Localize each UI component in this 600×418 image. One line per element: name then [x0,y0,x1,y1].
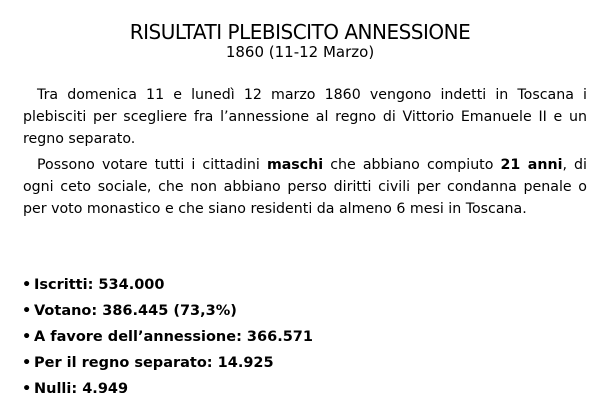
stat-null-text: Nulli: 4.949 [34,381,129,397]
paragraph-voters-bold-males: maschi [266,157,324,173]
stat-registered [22,272,313,298]
stat-in-favor [22,324,313,350]
paragraph-voters [23,154,587,220]
stat-voters [22,298,313,324]
bullet-icon: • [22,329,32,345]
bullet-icon: • [22,355,32,371]
page-title: RISULTATI PLEBISCITO ANNESSIONE [129,20,471,44]
paragraph-voters-text-1: Possono votare tutti i cittadini [37,157,267,173]
paragraph-voters-text-2: che abbiano compiuto [323,157,501,173]
paragraph-voters-bold-age: 21 anni [500,157,563,173]
stats-list [22,272,313,402]
stat-voters-text: Votano: 386.445 (73,3%) [34,303,237,319]
stat-null [22,376,313,402]
bullet-icon: • [22,277,32,293]
stat-separate-kingdom-text: Per il regno separato: 14.925 [34,355,274,371]
bullet-icon: • [22,303,32,319]
stat-in-favor-text: A favore dell’annessione: 366.571 [34,329,313,345]
page-subtitle: 1860 (11-12 Marzo) [225,43,375,61]
stat-separate-kingdom [22,350,313,376]
paragraph-voters-text-3: , di ogni ceto sociale, che non abbiano perso diritti civili per condanna penale o per voto monastico e che siano residenti da almeno 6 mesi in Toscana. [23,157,587,217]
paragraph-intro: Tra domenica 11 e lunedì 12 marzo 1860 vengono indetti in Toscana i plebisciti per scegliere fra l’annessione al regno di Vittorio Emanuele II e un regno separato. [23,87,587,147]
bullet-icon: • [22,381,32,397]
stat-registered-text: Iscritti: 534.000 [34,277,165,293]
